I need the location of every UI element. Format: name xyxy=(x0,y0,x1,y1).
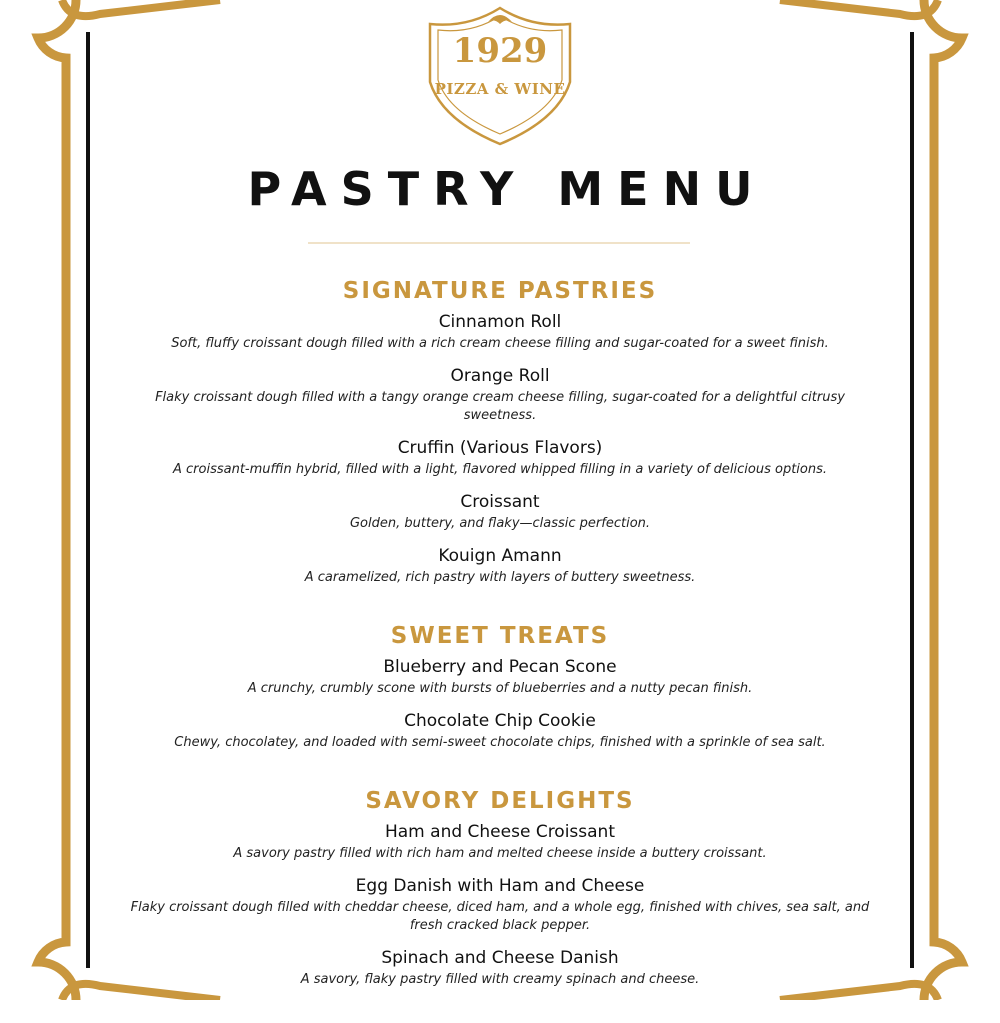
menu-section xyxy=(0,786,1000,989)
menu-item xyxy=(0,875,1000,935)
menu-item-name: Blueberry and Pecan Scone xyxy=(383,657,617,677)
menu-item xyxy=(0,947,1000,989)
menu-item xyxy=(0,437,1000,479)
menu-item-description: A caramelized, rich pastry with layers of buttery sweetness. xyxy=(304,570,696,585)
menu-item-description: Flaky croissant dough filled with a tangy orange cream cheese filling, sugar-coated for a delightful citrusy sweetness. xyxy=(155,390,845,423)
section-heading: SWEET TREATS xyxy=(390,623,610,649)
section-heading: SAVORY DELIGHTS xyxy=(365,788,635,814)
menu-item xyxy=(0,821,1000,863)
logo-subtitle: PIZZA & WINE xyxy=(434,80,566,98)
menu-item xyxy=(0,491,1000,533)
menu-item-name: Ham and Cheese Croissant xyxy=(384,822,615,842)
menu-item xyxy=(0,710,1000,752)
menu-item-description: Soft, fluffy croissant dough filled with a rich cream cheese filling and sugar-coated for a sweet finish. xyxy=(171,336,829,351)
menu-item-description: A croissant-muffin hybrid, filled with a light, flavored whipped filling in a variety of delicious options. xyxy=(172,462,828,477)
section-heading: SIGNATURE PASTRIES xyxy=(342,278,658,304)
logo-crest-icon xyxy=(488,15,512,24)
logo-year: 1929 xyxy=(452,31,548,71)
menu-item-description: Flaky croissant dough filled with cheddar cheese, diced ham, and a whole egg, finished with chives, sea salt, and fresh cracked black pepper. xyxy=(130,900,870,933)
menu-item-description: Chewy, chocolatey, and loaded with semi-sweet chocolate chips, finished with a sprinkle of sea salt. xyxy=(174,735,826,750)
menu-item-name: Cinnamon Roll xyxy=(438,312,562,332)
menu-item-description: A savory, flaky pastry filled with creamy spinach and cheese. xyxy=(300,972,700,987)
menu-item-name: Spinach and Cheese Danish xyxy=(381,948,619,968)
menu-item-name: Orange Roll xyxy=(450,366,550,386)
menu-item xyxy=(0,545,1000,587)
logo-shield-outline xyxy=(430,8,570,144)
menu-item-name: Kouign Amann xyxy=(438,546,562,566)
menu-section xyxy=(0,276,1000,587)
menu-item xyxy=(0,656,1000,698)
page-title: PASTRY MENU xyxy=(247,162,767,216)
restaurant-logo xyxy=(418,2,582,148)
menu-content xyxy=(0,276,1000,1023)
menu-item-description: Golden, buttery, and flaky—classic perfection. xyxy=(349,516,651,531)
menu-item-name: Chocolate Chip Cookie xyxy=(404,711,596,731)
menu-item xyxy=(0,365,1000,425)
menu-item-name: Croissant xyxy=(460,492,540,512)
menu-item-description: A savory pastry filled with rich ham and melted cheese inside a buttery croissant. xyxy=(233,846,767,861)
menu-item xyxy=(0,311,1000,353)
gold-top-left-corner xyxy=(62,0,220,16)
menu-item-name: Egg Danish with Ham and Cheese xyxy=(355,876,645,896)
gold-top-right-corner xyxy=(780,0,938,16)
menu-item-name: Cruffin (Various Flavors) xyxy=(397,438,603,458)
menu-section xyxy=(0,621,1000,752)
menu-item-description: A crunchy, crumbly scone with bursts of blueberries and a nutty pecan finish. xyxy=(247,681,753,696)
title-divider xyxy=(308,242,690,244)
